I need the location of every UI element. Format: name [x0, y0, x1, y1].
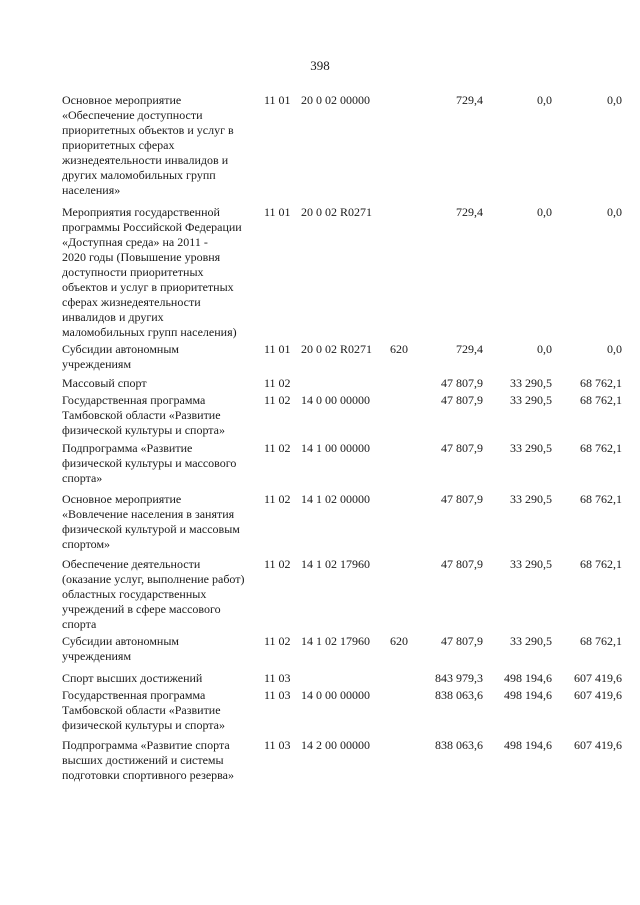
row-value-3: 607 419,6: [574, 688, 622, 702]
row-value-2: 33 290,5: [510, 393, 552, 407]
row-name: Подпрограмма «Развитие физической культуры и массового спорта»: [62, 441, 237, 485]
row-value-2: 33 290,5: [510, 634, 552, 648]
row-name: Государственная программа Тамбовской области «Развитие физической культуры и спорта»: [62, 688, 226, 732]
row-value-2: 498 194,6: [504, 738, 552, 752]
row-name: Мероприятия государственной программы Российской Федерации «Доступная среда» на 2011 - 2020 годы (Повышение уровня доступности приоритетных объектов и услуг в приоритетных сферах жизнедеятельности инвалидов и других маломобильных групп населения): [62, 205, 242, 339]
row-article-code: 14 1 00 00000: [301, 441, 370, 455]
row-value-3: 68 762,1: [580, 376, 622, 390]
row-value-1: 47 807,9: [441, 557, 483, 571]
row-value-3: 68 762,1: [580, 441, 622, 455]
row-name: Подпрограмма «Развитие спорта высших достижений и системы подготовки спортивного резерва»: [62, 738, 234, 782]
row-section-code: 11 02: [264, 441, 291, 455]
row-section-code: 11 02: [264, 492, 291, 506]
row-value-2: 498 194,6: [504, 671, 552, 685]
row-name: Субсидии автономным учреждениям: [62, 342, 179, 371]
row-value-1: 729,4: [456, 342, 483, 356]
row-name: Обеспечение деятельности (оказание услуг, выполнение работ) областных государственных учреждений в сфере массового спорта: [62, 557, 245, 631]
row-value-2: 33 290,5: [510, 557, 552, 571]
row-name: Массовый спорт: [62, 376, 147, 390]
row-section-code: 11 03: [264, 688, 291, 702]
row-name: Спорт высших достижений: [62, 671, 203, 685]
row-section-code: 11 01: [264, 93, 291, 107]
row-value-2: 33 290,5: [510, 376, 552, 390]
row-section-code: 11 01: [264, 205, 291, 219]
row-value-2: 498 194,6: [504, 688, 552, 702]
row-section-code: 11 03: [264, 738, 291, 752]
row-article-code: 14 0 00 00000: [301, 393, 370, 407]
row-article-code: 14 0 00 00000: [301, 688, 370, 702]
row-value-1: 843 979,3: [435, 671, 483, 685]
row-value-2: 0,0: [537, 342, 552, 356]
row-section-code: 11 03: [264, 671, 291, 685]
row-article-code: 14 2 00 00000: [301, 738, 370, 752]
row-value-3: 0,0: [607, 342, 622, 356]
row-article-code: 14 1 02 17960: [301, 634, 370, 648]
row-value-3: 68 762,1: [580, 393, 622, 407]
row-value-1: 838 063,6: [435, 688, 483, 702]
row-section-code: 11 02: [264, 376, 291, 390]
row-section-code: 11 02: [264, 393, 291, 407]
row-value-1: 47 807,9: [441, 376, 483, 390]
row-value-3: 0,0: [607, 205, 622, 219]
row-value-1: 47 807,9: [441, 441, 483, 455]
row-expense-type: 620: [390, 342, 408, 356]
row-expense-type: 620: [390, 634, 408, 648]
row-article-code: 20 0 02 00000: [301, 93, 370, 107]
row-name: Основное мероприятие «Вовлечение населения в занятия физической культурой и массовым спортом»: [62, 492, 240, 551]
row-value-1: 47 807,9: [441, 393, 483, 407]
row-name: Государственная программа Тамбовской области «Развитие физической культуры и спорта»: [62, 393, 226, 437]
row-value-2: 33 290,5: [510, 441, 552, 455]
row-value-3: 0,0: [607, 93, 622, 107]
row-value-1: 729,4: [456, 205, 483, 219]
row-value-1: 838 063,6: [435, 738, 483, 752]
row-value-3: 68 762,1: [580, 634, 622, 648]
row-value-1: 729,4: [456, 93, 483, 107]
row-value-2: 33 290,5: [510, 492, 552, 506]
row-value-3: 68 762,1: [580, 557, 622, 571]
page-number: 398: [310, 58, 330, 73]
row-name: Основное мероприятие «Обеспечение доступности приоритетных объектов и услуг в приоритетных сферах жизнедеятельности инвалидов и других маломобильных групп населения»: [62, 93, 234, 197]
row-section-code: 11 01: [264, 342, 291, 356]
row-value-2: 0,0: [537, 93, 552, 107]
row-section-code: 11 02: [264, 634, 291, 648]
row-value-2: 0,0: [537, 205, 552, 219]
row-value-1: 47 807,9: [441, 492, 483, 506]
row-value-3: 607 419,6: [574, 671, 622, 685]
row-value-3: 68 762,1: [580, 492, 622, 506]
row-value-1: 47 807,9: [441, 634, 483, 648]
row-name: Субсидии автономным учреждениям: [62, 634, 179, 663]
row-value-3: 607 419,6: [574, 738, 622, 752]
row-article-code: 20 0 02 R0271: [301, 342, 373, 356]
row-article-code: 14 1 02 00000: [301, 492, 370, 506]
row-article-code: 20 0 02 R0271: [301, 205, 373, 219]
row-article-code: 14 1 02 17960: [301, 557, 370, 571]
row-section-code: 11 02: [264, 557, 291, 571]
